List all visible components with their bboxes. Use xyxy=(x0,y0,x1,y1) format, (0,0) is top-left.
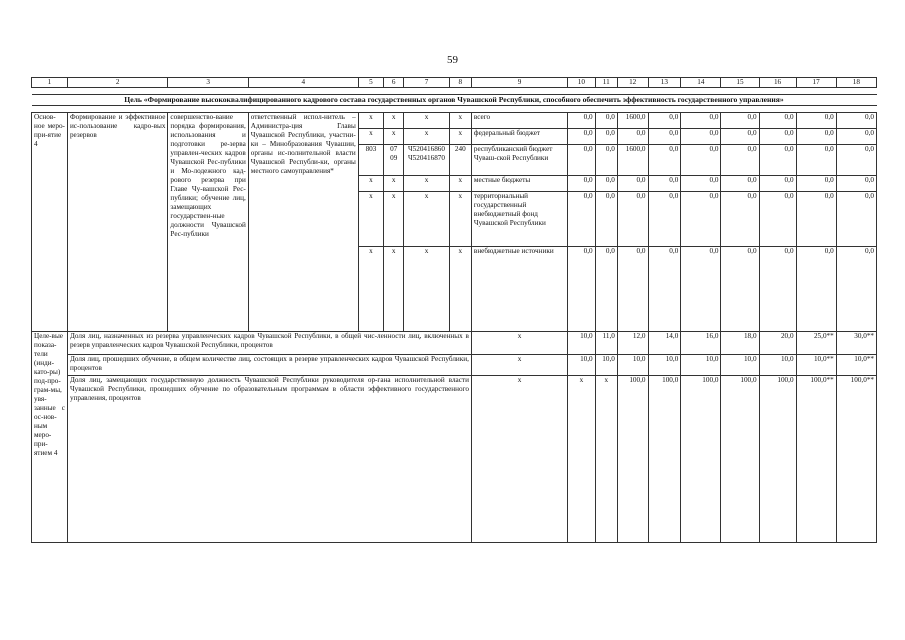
value-cell: 0,0 xyxy=(617,175,648,191)
value-cell: 12,0 xyxy=(617,332,648,355)
target-code: x xyxy=(404,175,449,191)
col-num: 14 xyxy=(681,78,721,88)
section-code: x xyxy=(384,247,404,332)
value-cell: 10,0 xyxy=(568,332,595,355)
value-cell: 0,0 xyxy=(836,113,876,129)
col-num: 18 xyxy=(836,78,876,88)
expense-code: x xyxy=(449,247,471,332)
value-cell: 10,0** xyxy=(836,355,876,376)
section-code: x xyxy=(384,113,404,129)
value-cell: 0,0 xyxy=(681,192,721,247)
funding-source: территориальный государственный внебюджетный фонд Чувашской Республики xyxy=(471,192,567,247)
column-number-row xyxy=(32,78,877,88)
grbs-code: x xyxy=(358,175,383,191)
value-cell: 1600,0 xyxy=(617,145,648,176)
value-cell: 0,0 xyxy=(796,192,836,247)
funding-source: федеральный бюджет xyxy=(471,129,567,145)
value-cell: 18,0 xyxy=(721,332,759,355)
value-cell: 0,0 xyxy=(648,145,681,176)
value-cell: 0,0 xyxy=(796,129,836,145)
section-code: 07 09 xyxy=(384,145,404,176)
value-cell: 0,0 xyxy=(796,247,836,332)
value-cell: 0,0 xyxy=(681,175,721,191)
indicator-row xyxy=(32,355,877,376)
value-cell: 0,0 xyxy=(595,247,617,332)
col-num: 10 xyxy=(568,78,595,88)
value-cell: 0,0 xyxy=(595,129,617,145)
value-cell: 0,0 xyxy=(721,145,759,176)
value-cell: 0,0 xyxy=(759,247,796,332)
value-cell: 0,0 xyxy=(721,192,759,247)
page-number: 59 xyxy=(447,54,458,66)
grbs-code: x xyxy=(358,129,383,145)
funding-source: республиканский бюджет Чуваш-ской Республики xyxy=(471,145,567,176)
value-cell: 0,0 xyxy=(759,129,796,145)
value-cell: 0,0 xyxy=(681,113,721,129)
value-cell: 0,0 xyxy=(648,129,681,145)
funding-source: местные бюджеты xyxy=(471,175,567,191)
indicators-label: Целе-вые показа-тели (инди-като-ры) под-про-грам-мы, увя-занные с ос-нов-ным меро-при-ятием 4 xyxy=(32,332,68,543)
value-cell: 10,0 xyxy=(595,355,617,376)
value-cell: 10,0 xyxy=(617,355,648,376)
value-cell: 0,0 xyxy=(595,113,617,129)
value-cell: 0,0 xyxy=(681,145,721,176)
col-num: 8 xyxy=(449,78,471,88)
value-cell: x xyxy=(568,376,595,543)
value-cell: 0,0 xyxy=(836,175,876,191)
col-num: 7 xyxy=(404,78,449,88)
value-cell: 0,0 xyxy=(617,247,648,332)
value-cell: 10,0 xyxy=(648,355,681,376)
measure-executor: ответственный испол-нитель – Администра-ция Главы Чувашской Республики, участни-ки – Минобразования Чувашии, органы ис-полнительной власти Чувашской Республи-ки, органы местного самоуправления* xyxy=(248,113,358,332)
value-cell: 0,0 xyxy=(595,175,617,191)
value-cell: 0,0 xyxy=(595,145,617,176)
value-cell: 100,0** xyxy=(836,376,876,543)
value-cell: 0,0 xyxy=(568,145,595,176)
value-cell: 0,0 xyxy=(796,113,836,129)
section-code: x xyxy=(384,129,404,145)
section-code: x xyxy=(384,175,404,191)
value-cell: 0,0 xyxy=(568,129,595,145)
target-code: Ч520416860 Ч520416870 xyxy=(404,145,449,176)
indicator-code: x xyxy=(471,376,567,543)
value-cell: 0,0 xyxy=(796,145,836,176)
value-cell: 16,0 xyxy=(681,332,721,355)
value-cell: 20,0 xyxy=(759,332,796,355)
goal-heading: Цель «Формирование высококвалифицированного кадрового состава государственных органов Чувашской Республики, способного обеспечить эффективность государственного управления» xyxy=(32,95,877,106)
grbs-code: 803 xyxy=(358,145,383,176)
col-num: 3 xyxy=(168,78,248,88)
value-cell: 25,0** xyxy=(796,332,836,355)
value-cell: 14,0 xyxy=(648,332,681,355)
col-num: 16 xyxy=(759,78,796,88)
value-cell: 0,0 xyxy=(836,192,876,247)
value-cell: 100,0 xyxy=(681,376,721,543)
col-num: 6 xyxy=(384,78,404,88)
funding-source: всего xyxy=(471,113,567,129)
target-code: x xyxy=(404,247,449,332)
value-cell: 0,0 xyxy=(681,247,721,332)
indicator-row xyxy=(32,376,877,543)
grbs-code: x xyxy=(358,247,383,332)
col-num: 12 xyxy=(617,78,648,88)
value-cell: 100,0** xyxy=(796,376,836,543)
value-cell: 0,0 xyxy=(648,192,681,247)
value-cell: 10,0 xyxy=(568,355,595,376)
expense-code: x xyxy=(449,175,471,191)
indicator-text: Доля лиц, замещающих государственную должность Чувашской Республики руководителя ор-гана исполнительной власти Чувашской Республики, прошедших обучение по образовательным программам в области эффективного государственного управления, процентов xyxy=(67,376,471,543)
indicator-text: Доля лиц, назначенных из резерва управленческих кадров Чувашской Республики, в общей чис-ленности лиц, включенных в резерв управленческих кадров Чувашской Республики, процентов xyxy=(67,332,471,355)
value-cell: 100,0 xyxy=(648,376,681,543)
measure-type: Основ-ное меро-при-ятие 4 xyxy=(32,113,68,332)
value-cell: 0,0 xyxy=(568,192,595,247)
value-cell: 0,0 xyxy=(836,247,876,332)
value-cell: 0,0 xyxy=(759,145,796,176)
value-cell: 100,0 xyxy=(759,376,796,543)
col-num: 13 xyxy=(648,78,681,88)
value-cell: 10,0** xyxy=(796,355,836,376)
col-num: 15 xyxy=(721,78,759,88)
section-code: x xyxy=(384,192,404,247)
value-cell: 0,0 xyxy=(759,113,796,129)
value-cell: 0,0 xyxy=(836,145,876,176)
value-cell: 0,0 xyxy=(568,113,595,129)
target-code: x xyxy=(404,113,449,129)
expense-code: x xyxy=(449,113,471,129)
col-num: 17 xyxy=(796,78,836,88)
value-cell: 0,0 xyxy=(721,247,759,332)
value-cell: 0,0 xyxy=(595,192,617,247)
col-num: 9 xyxy=(471,78,567,88)
value-cell: 0,0 xyxy=(759,175,796,191)
value-cell: 1600,0 xyxy=(617,113,648,129)
grbs-code: x xyxy=(358,113,383,129)
value-cell: 0,0 xyxy=(648,113,681,129)
target-code: x xyxy=(404,192,449,247)
indicator-text: Доля лиц, прошедших обучение, в общем количестве лиц, состоящих в резерве управленческих кадров Чувашской Республики, процентов xyxy=(67,355,471,376)
indicator-code: x xyxy=(471,355,567,376)
measure-description: совершенство-вание порядка формирования, использования и подготовки ре-зерва управлен-ческих кадров Чувашской Рес-публики и Мо-лодежного кад-рового резерва при Главе Чу-вашской Рес-публики; обучение лиц, замещающих государствен-ные должности Чувашской Рес-публики xyxy=(168,113,248,332)
indicator-row xyxy=(32,332,877,355)
value-cell: 30,0** xyxy=(836,332,876,355)
value-cell: 100,0 xyxy=(721,376,759,543)
value-cell: 10,0 xyxy=(681,355,721,376)
expense-code: x xyxy=(449,129,471,145)
measure-name: Формирование и эффективное ис-пользование кадро-вых резервов xyxy=(67,113,167,332)
value-cell: 0,0 xyxy=(796,175,836,191)
col-num: 1 xyxy=(32,78,68,88)
value-cell: 0,0 xyxy=(617,192,648,247)
indicator-code: x xyxy=(471,332,567,355)
value-cell: 0,0 xyxy=(617,129,648,145)
value-cell: 0,0 xyxy=(721,129,759,145)
value-cell: 0,0 xyxy=(721,175,759,191)
value-cell: x xyxy=(595,376,617,543)
col-num: 2 xyxy=(67,78,167,88)
target-code: x xyxy=(404,129,449,145)
expense-code: x xyxy=(449,192,471,247)
value-cell: 11,0 xyxy=(595,332,617,355)
goal-row xyxy=(32,95,877,106)
expense-code: 240 xyxy=(449,145,471,176)
value-cell: 0,0 xyxy=(648,175,681,191)
value-cell: 0,0 xyxy=(836,129,876,145)
value-cell: 10,0 xyxy=(721,355,759,376)
value-cell: 0,0 xyxy=(759,192,796,247)
table-row xyxy=(32,113,877,129)
value-cell: 0,0 xyxy=(721,113,759,129)
col-num: 4 xyxy=(248,78,358,88)
value-cell: 100,0 xyxy=(617,376,648,543)
value-cell: 10,0 xyxy=(759,355,796,376)
program-table xyxy=(31,77,877,543)
value-cell: 0,0 xyxy=(568,247,595,332)
value-cell: 0,0 xyxy=(568,175,595,191)
funding-source: внебюджетные источники xyxy=(471,247,567,332)
grbs-code: x xyxy=(358,192,383,247)
col-num: 11 xyxy=(595,78,617,88)
value-cell: 0,0 xyxy=(681,129,721,145)
col-num: 5 xyxy=(358,78,383,88)
value-cell: 0,0 xyxy=(648,247,681,332)
